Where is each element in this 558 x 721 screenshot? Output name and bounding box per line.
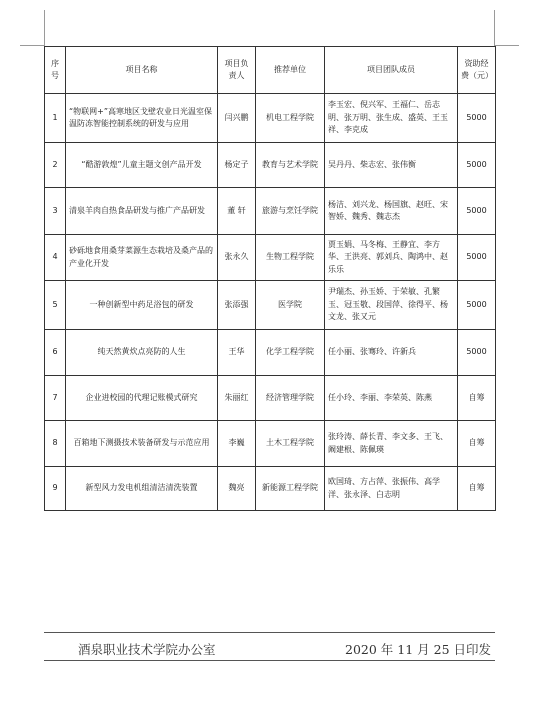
crop-mark (495, 45, 519, 46)
row-index: 9 (45, 467, 66, 511)
row-project-name: 新型风力发电机组清洁清洗装置 (66, 467, 218, 511)
table-header-row (45, 47, 496, 94)
row-funding: 5000 (458, 330, 496, 376)
row-unit: 化学工程学院 (256, 330, 325, 376)
row-members: 吴丹丹、柴志宏、张伟衡 (325, 143, 458, 188)
row-project-name: “酷游敦煌”儿童主题文创产品开发 (66, 143, 218, 188)
header-team-members: 项目团队成员 (325, 47, 458, 94)
table-row (45, 376, 496, 421)
row-leader: 杨定子 (218, 143, 256, 188)
row-leader: 李巍 (218, 421, 256, 467)
row-funding: 自筹 (458, 421, 496, 467)
footer-top-rule (44, 632, 495, 633)
row-members: 尹瑞杰、孙玉娇、于荣敏、孔繁玉、冠玉敬、段国萍、徐得平、杨文龙、张又元 (325, 281, 458, 330)
footer-date: 2020 年 11 月 25 日印发 (345, 642, 491, 657)
row-unit: 土木工程学院 (256, 421, 325, 467)
footer-bottom-rule (44, 660, 495, 661)
row-unit: 旅游与烹饪学院 (256, 188, 325, 235)
row-leader: 闫兴鹏 (218, 94, 256, 143)
row-leader: 王华 (218, 330, 256, 376)
row-funding: 5000 (458, 143, 496, 188)
row-members: 杨洁、刘兴龙、杨国旗、赵旺、宋智娇、魏秀、魏志杰 (325, 188, 458, 235)
header-leader: 项目负责人 (218, 47, 256, 94)
row-members: 贾玉娟、马冬梅、王静宜、李方华、王洪亮、郭刘兵、陶鸿中、赵乐乐 (325, 235, 458, 281)
row-funding: 自筹 (458, 376, 496, 421)
row-unit: 医学院 (256, 281, 325, 330)
row-funding: 5000 (458, 235, 496, 281)
table-row (45, 143, 496, 188)
row-leader: 张添强 (218, 281, 256, 330)
row-index: 8 (45, 421, 66, 467)
row-project-name: 清泉羊肉自热食品研发与推广产品研发 (66, 188, 218, 235)
row-project-name: 一种创新型中药足浴包的研发 (66, 281, 218, 330)
table-row (45, 467, 496, 511)
row-index: 2 (45, 143, 66, 188)
row-leader: 董 轩 (218, 188, 256, 235)
table-row (45, 281, 496, 330)
row-members: 张玲涛、薛长青、李文多、王飞、阚建根、陈佩瑛 (325, 421, 458, 467)
crop-mark (20, 45, 44, 46)
header-funding: 资助经费（元） (458, 47, 496, 94)
row-unit: 新能源工程学院 (256, 467, 325, 511)
row-funding: 自筹 (458, 467, 496, 511)
row-leader: 魏亮 (218, 467, 256, 511)
header-project-name: 项目名称 (66, 47, 218, 94)
row-members: 李玉宏、倪兴军、王福仁、岳志明、张万明、张生成、盛英、王玉祥、李克成 (325, 94, 458, 143)
row-index: 4 (45, 235, 66, 281)
footer-issuer: 酒泉职业技术学院办公室 (78, 642, 216, 657)
table-row (45, 94, 496, 143)
row-members: 任小丽、张骞玲、许新兵 (325, 330, 458, 376)
header-index: 序号 (45, 47, 66, 94)
header-recommending-unit: 推荐单位 (256, 47, 325, 94)
crop-mark (494, 10, 495, 46)
row-project-name: “物联网+”高寒地区戈壁农业日光温室保温防冻智能控制系统的研发与应用 (66, 94, 218, 143)
row-index: 6 (45, 330, 66, 376)
row-unit: 机电工程学院 (256, 94, 325, 143)
table-row (45, 188, 496, 235)
row-index: 1 (45, 94, 66, 143)
row-members: 任小玲、李丽、李荣英、陈燕 (325, 376, 458, 421)
row-funding: 5000 (458, 188, 496, 235)
row-unit: 教育与艺术学院 (256, 143, 325, 188)
row-project-name: 企业进校园的代理记账模式研究 (66, 376, 218, 421)
row-project-name: 纯天然黄炊点亮防的人生 (66, 330, 218, 376)
row-project-name: 砂砾地食用桑芽菜源生态栽培及桑产品的产业化开发 (66, 235, 218, 281)
row-index: 7 (45, 376, 66, 421)
table-row (45, 235, 496, 281)
row-unit: 生物工程学院 (256, 235, 325, 281)
table-row (45, 330, 496, 376)
crop-mark (44, 10, 45, 46)
table-row (45, 421, 496, 467)
row-members: 欧国琦、方占萍、张振伟、高学洋、张永泽、白志明 (325, 467, 458, 511)
row-index: 3 (45, 188, 66, 235)
row-leader: 张永久 (218, 235, 256, 281)
row-leader: 朱丽红 (218, 376, 256, 421)
project-table (44, 46, 496, 511)
row-unit: 经济管理学院 (256, 376, 325, 421)
row-funding: 5000 (458, 94, 496, 143)
row-project-name: 百箱地下测摄技术装备研发与示范应用 (66, 421, 218, 467)
row-funding: 5000 (458, 281, 496, 330)
row-index: 5 (45, 281, 66, 330)
